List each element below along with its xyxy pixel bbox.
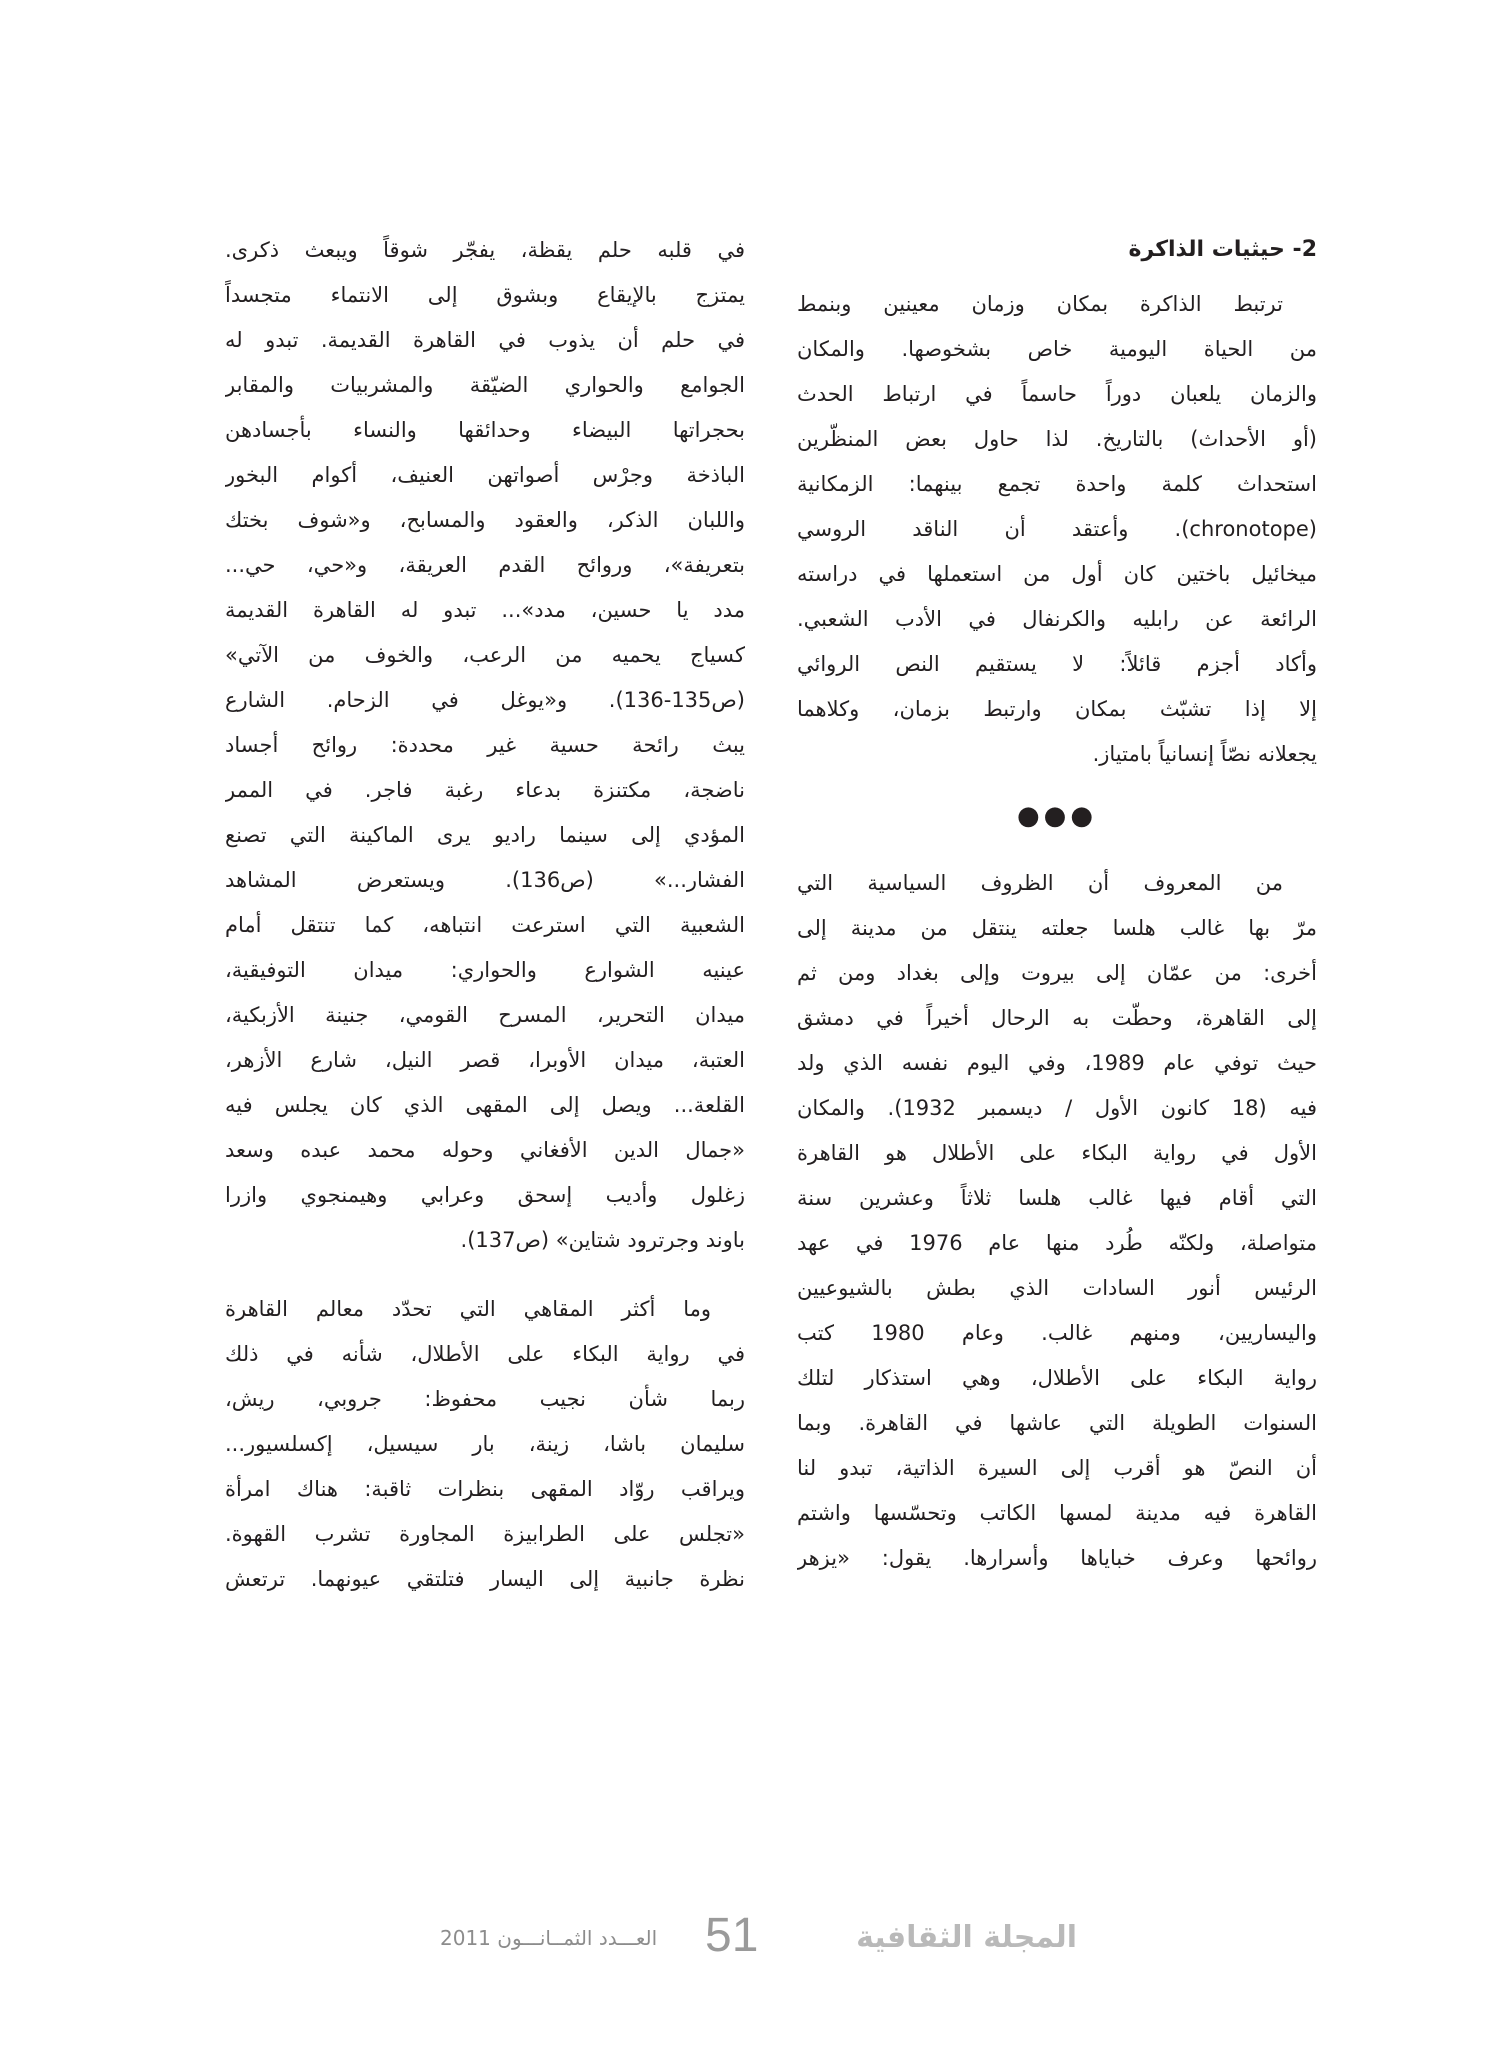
text-line: وما أكثر المقاهي التي تحدّد معالم القاهرة (225, 1297, 711, 1321)
left-column (225, 228, 745, 1626)
text-line: الشعبية التي استرعت انتباهه، كما تنتقل أمام (225, 913, 745, 937)
text-line: روائحها وعرف خباياها وأسرارها. يقول: «يزهر (797, 1546, 1317, 1570)
text-line: بتعريفة»، وروائح القدم العريقة، و«حي، حي... (225, 553, 745, 577)
text-line: من المعروف أن الظروف السياسية التي (797, 871, 1283, 895)
text-line: يبث رائحة حسية غير محددة: روائح أجساد (225, 733, 745, 757)
text-line: باوند وجرترود شتاين» (ص137). (460, 1228, 745, 1252)
text-line: بحجراتها البيضاء وحدائقها والنساء بأجسادهن (225, 418, 745, 442)
text-line: القاهرة فيه مدينة لمسها الكاتب وتحسّسها واشتم (797, 1501, 1317, 1525)
right-paragraph-1 (797, 282, 1317, 777)
text-line: الأول في رواية البكاء على الأطلال هو القاهرة (797, 1141, 1317, 1165)
text-line: ميخائيل باختين كان أول من استعملها في دراسته (797, 562, 1317, 586)
text-line: ميدان التحرير، المسرح القومي، جنينة الأزبكية، (225, 1003, 745, 1027)
text-line: التي أقام فيها غالب هلسا ثلاثاً وعشرين سنة (797, 1186, 1317, 1210)
section-title: 2- حيثيات الذاكرة (1128, 237, 1317, 262)
text-line: واللبان الذكر، والعقود والمسابح، و«شوف بختك (225, 508, 745, 532)
left-paragraph-2 (225, 1287, 745, 1602)
text-line: كسياج يحميه من الرعب، والخوف من الآتي» (225, 643, 745, 667)
text-line: سليمان باشا، زينة، بار سيسيل، إكسلسيور... (225, 1432, 745, 1456)
text-line: إلا إذا تشبّث بمكان وارتبط بزمان، وكلاهما (797, 697, 1317, 721)
issue-label: العـــدد الثمــانـــون 2011 (440, 1926, 658, 1950)
text-line: (أو الأحداث) بالتاريخ. لذا حاول بعض المنظّرين (797, 427, 1317, 451)
text-line: المؤدي إلى سينما راديو يرى الماكينة التي تصنع (225, 823, 745, 847)
text-line: السنوات الطويلة التي عاشها في القاهرة. وبما (797, 1411, 1317, 1435)
text-line: نظرة جانبية إلى اليسار فتلتقي عيونهما. ترتعش (225, 1567, 745, 1591)
right-paragraph-2 (797, 861, 1317, 1581)
text-line: «تجلس على الطرابيزة المجاورة تشرب القهوة. (225, 1522, 745, 1546)
text-line: استحداث كلمة واحدة تجمع بينهما: الزمكانية (797, 472, 1317, 496)
text-line: ويراقب روّاد المقهى بنظرات ثاقبة: هناك امرأة (225, 1477, 745, 1501)
text-line: حيث توفي عام 1989، وفي اليوم نفسه الذي ولد (797, 1051, 1317, 1075)
text-line: يجعلانه نصّاً إنسانياً بامتياز. (1092, 742, 1317, 766)
text-line: الفشار...» (ص136). ويستعرض المشاهد (225, 868, 745, 892)
text-line: مرّ بها غالب هلسا جعلته ينتقل من مدينة إلى (797, 916, 1317, 940)
text-line: الباذخة وجرْس أصواتهن العنيف، أكوام البخور (225, 463, 745, 487)
text-line: رواية البكاء على الأطلال، وهي استذكار لتلك (797, 1366, 1317, 1390)
text-line: وأكاد أجزم قائلاً: لا يستقيم النص الروائي (797, 652, 1317, 676)
text-line: يمتزج بالإيقاع وبشوق إلى الانتماء متجسداً (225, 283, 745, 307)
text-line: الجوامع والحواري الضيّقة والمشربيات والمقابر (225, 373, 745, 397)
right-column (797, 228, 1317, 1605)
text-line: واليساريين، ومنهم غالب. وعام 1980 كتب (797, 1321, 1317, 1345)
text-line: إلى القاهرة، وحطّت به الرحال أخيراً في دمشق (797, 1006, 1317, 1030)
text-line: مدد يا حسين، مدد»... تبدو له القاهرة القديمة (225, 598, 745, 622)
text-line: والزمان يلعبان دوراً حاسماً في ارتباط الحدث (797, 382, 1317, 406)
text-line: القلعة... ويصل إلى المقهى الذي كان يجلس فيه (225, 1093, 745, 1117)
text-line: ترتبط الذاكرة بمكان وزمان معينين وبنمط (797, 292, 1283, 316)
text-line: من الحياة اليومية خاص بشخوصها. والمكان (797, 337, 1317, 361)
text-line: في قلبه حلم يقظة، يفجّر شوقاً ويبعث ذكرى. (225, 238, 745, 262)
text-line: (ص135-136). و«يوغل في الزحام. الشارع (225, 688, 745, 712)
text-line: فيه (18 كانون الأول / ديسمبر 1932). والمكان (797, 1096, 1317, 1120)
left-paragraph-1 (225, 228, 745, 1263)
page-number: 51 (705, 1909, 759, 1962)
text-line: متواصلة، ولكنّه طُرد منها عام 1976 في عهد (797, 1231, 1317, 1255)
text-line: في حلم أن يذوب في القاهرة القديمة. تبدو له (225, 328, 745, 352)
text-line: العتبة، ميدان الأوبرا، قصر النيل، شارع الأزهر، (225, 1048, 745, 1072)
text-line: ناضجة، مكتنزة بدعاء رغبة فاجر. في الممر (225, 778, 745, 802)
text-line: ربما شأن نجيب محفوظ: جروبي، ريش، (225, 1387, 745, 1411)
text-line: الرائعة عن رابليه والكرنفال في الأدب الشعبي. (797, 607, 1317, 631)
text-line: في رواية البكاء على الأطلال، شأنه في ذلك (225, 1342, 745, 1366)
page-footer (0, 1908, 1497, 1968)
text-line: أن النصّ هو أقرب إلى السيرة الذاتية، تبدو لنا (797, 1456, 1317, 1480)
magazine-name: المجلة الثقافية (856, 1920, 1077, 1955)
text-line: (chronotope). وأعتقد أن الناقد الروسي (797, 517, 1317, 541)
section-separator: ●●● (1016, 801, 1098, 831)
text-line: أخرى: من عمّان إلى بيروت وإلى بغداد ومن ثم (797, 961, 1317, 985)
text-line: الرئيس أنور السادات الذي بطش بالشيوعيين (797, 1276, 1317, 1300)
text-line: عينيه الشوارع والحواري: ميدان التوفيقية، (225, 958, 745, 982)
text-line: زغلول وأديب إسحق وعرابي وهيمنجوي وازرا (225, 1183, 745, 1207)
text-line: «جمال الدين الأفغاني وحوله محمد عبده وسعد (225, 1138, 745, 1162)
